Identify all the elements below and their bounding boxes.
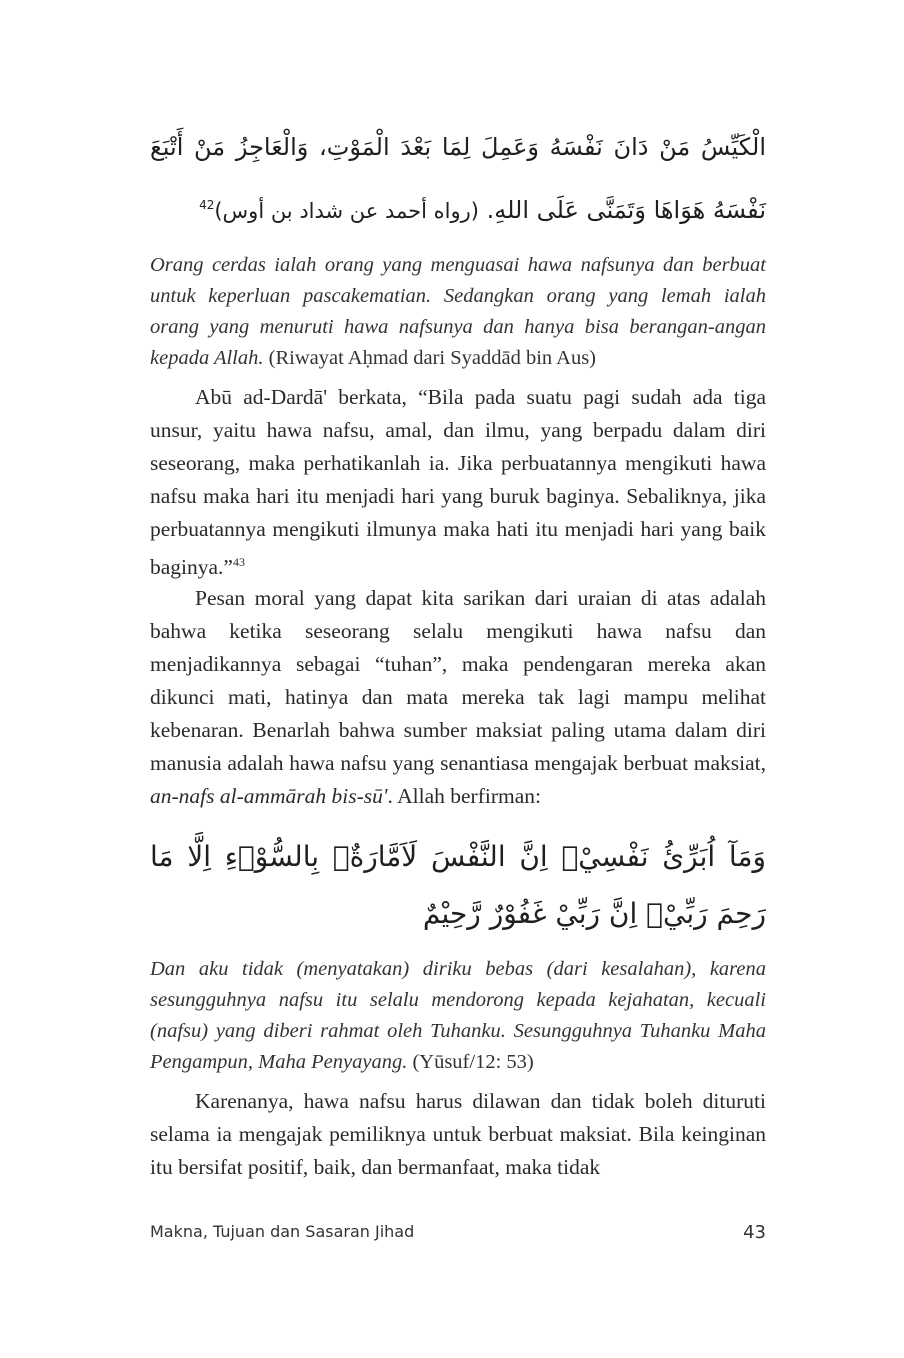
- quran-verse-arabic: [150, 828, 766, 942]
- hadith-translation-text: Orang cerdas ialah orang yang menguasai hawa nafsunya dan berbuat untuk keperluan pascakematian. Sedangkan orang yang lemah ialah orang yang menuruti hawa nafsunya dan hanya bisa berangan-angan kepada Allah.: [150, 254, 766, 369]
- paragraph-conclusion: [150, 1085, 766, 1184]
- quran-source: (Yūsuf/12: 53): [412, 1051, 534, 1073]
- paragraph-abu-darda: [150, 381, 766, 584]
- running-footer-title: Makna, Tujuan dan Sasaran Jihad: [150, 1222, 415, 1241]
- quran-translation-text: Dan aku tidak (menyatakan) diriku bebas (dari kesalahan), karena sesungguhnya nafsu itu selalu mendorong kepada kejahatan, kecuali (nafsu) yang diberi rahmat oleh Tuhanku. Sesungguhnya Tuhanku Maha Pengampun, Maha Penyayang.: [150, 958, 766, 1073]
- hadith-arabic: [150, 118, 766, 240]
- page-number: 43: [743, 1222, 766, 1243]
- paragraph2-text: Pesan moral yang dapat kita sarikan dari uraian di atas adalah bahwa ketika seseorang selalu mengikuti hawa nafsu dan menjadikannya sebagai “tuhan”, maka pendengaran mereka akan dikunci mati, hatinya dan mata mereka tak lagi mampu melihat kebenaran. Benarlah bahwa sumber maksiat paling utama dalam diri manusia adalah hawa nafsu yang senantiasa mengajak berbuat maksiat,: [150, 586, 766, 775]
- hadith-source: (Riwayat Aḥmad dari Syaddād bin Aus): [268, 347, 597, 369]
- quran-translation: [150, 954, 766, 1078]
- footnote-42: 42: [199, 198, 215, 212]
- footnote-43: 43: [232, 555, 245, 569]
- hadith-arabic-text: الْكَيِّسُ مَنْ دَانَ نَفْسَهُ وَعَمِلَ لِمَا بَعْدَ الْمَوْتِ، وَالْعَاجِزُ مَنْ أَتْبَعَ نَفْسَهُ هَوَاهَا وَتَمَنَّى عَلَى اللهِ.: [150, 133, 766, 224]
- quran-arabic-text: وَمَآ اُبَرِّئُ نَفْسِيْۚ اِنَّ النَّفْسَ لَاَمَّارَةٌۢ بِالسُّوْۤءِ اِلَّا مَا رَحِمَ رَبِّيْۗ اِنَّ رَبِّيْ غَفُوْرٌ رَّحِيْمٌ: [150, 840, 766, 930]
- hadith-narrator: (رواه أحمد عن شداد بن أوس): [214, 199, 479, 223]
- paragraph2-tail: . Allah berfirman:: [387, 784, 541, 808]
- paragraph-moral-message: [150, 582, 766, 813]
- paragraph2-term: an-nafs al-ammārah bis-sū': [150, 784, 388, 808]
- paragraph1-text: Abū ad-Dardā' berkata, “Bila pada suatu pagi sudah ada tiga unsur, yaitu hawa nafsu, amal, dan ilmu, yang berpadu dalam diri seseorang, maka perhatikanlah ia. Jika perbuatannya mengikuti hawa nafsu maka hari itu menjadi hari yang buruk baginya. Sebaliknya, jika perbuatannya mengikuti ilmunya maka hati itu menjadi hari yang baik baginya.”: [150, 385, 766, 580]
- paragraph3-text: Karenanya, hawa nafsu harus dilawan dan tidak boleh dituruti selama ia mengajak pemiliknya untuk berbuat maksiat. Bila keinginan itu bersifat positif, baik, dan bermanfaat, maka tidak: [150, 1089, 766, 1179]
- hadith-translation: [150, 250, 766, 374]
